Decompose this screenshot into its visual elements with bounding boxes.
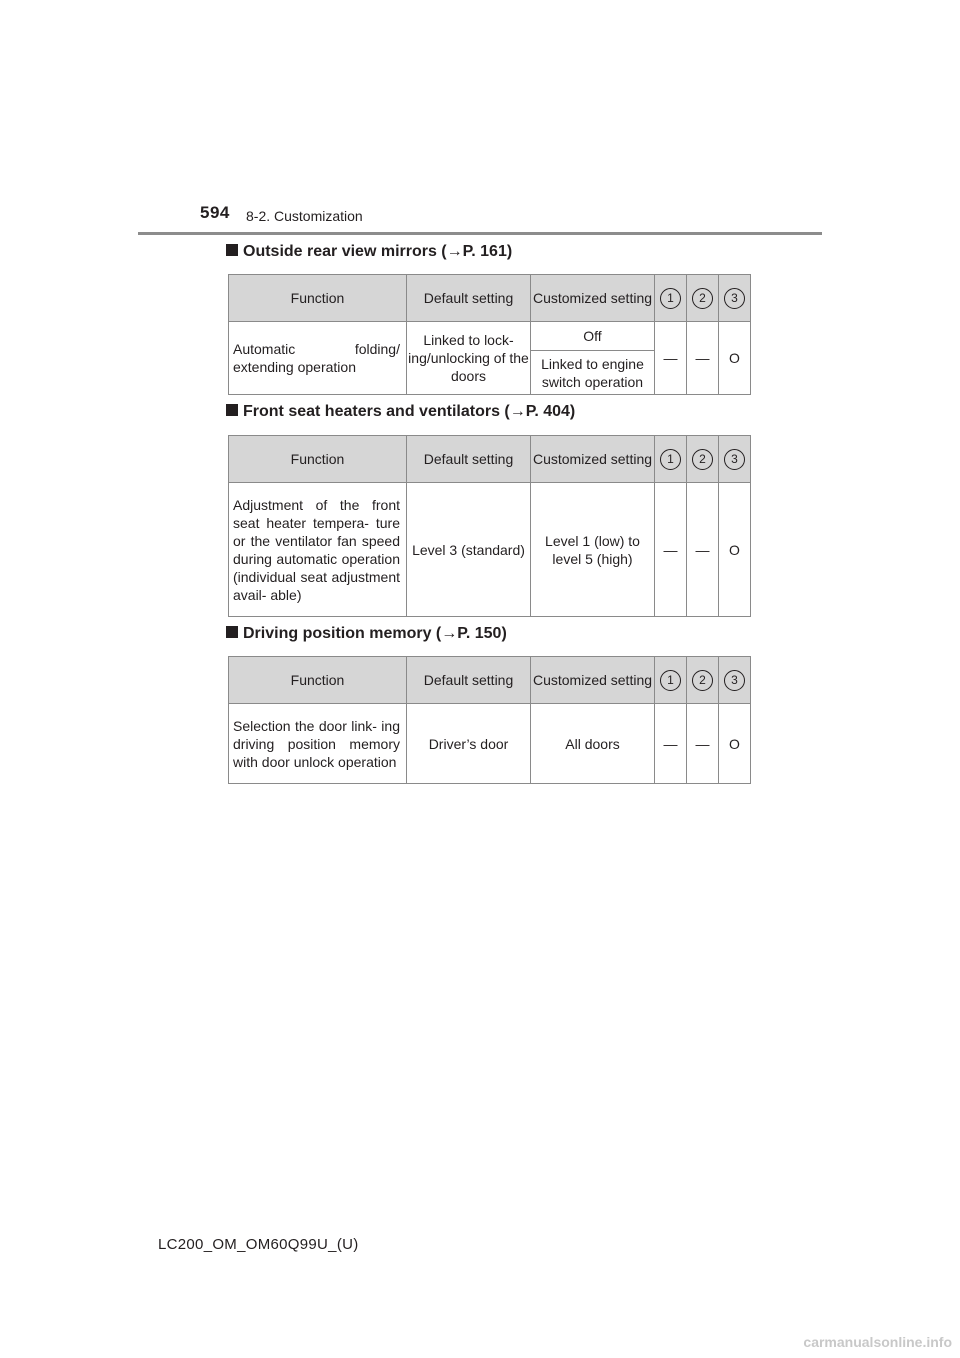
cell-col-3: O <box>719 704 751 784</box>
header-col-3 <box>719 275 751 322</box>
cell-default: Driver’s door <box>407 704 531 784</box>
cell-col-2: — <box>687 322 719 395</box>
cell-default: Linked to lock- ing/unlocking of the doors <box>407 322 531 395</box>
cell-col-1: — <box>655 322 687 395</box>
circled-one-icon: 1 <box>660 449 681 470</box>
circled-three-icon: 3 <box>724 670 745 691</box>
cell-col-3: O <box>719 322 751 395</box>
header-col-1 <box>655 275 687 322</box>
section-title-seat-heaters: Front seat heaters and ventilators (→P. 404) <box>226 403 575 421</box>
cell-customized-engine: Linked to engine switch operation <box>531 351 655 395</box>
section-title-position-memory: Driving position memory (→P. 150) <box>226 625 507 643</box>
cell-col-1: — <box>655 704 687 784</box>
arrow-icon: → <box>446 243 463 260</box>
header-col-3 <box>719 436 751 483</box>
cell-default: Level 3 (standard) <box>407 483 531 617</box>
bullet-square-icon <box>226 244 238 256</box>
arrow-icon: → <box>441 625 458 642</box>
cell-function: Selection the door link- ing driving position memory with door unlock operation <box>229 704 407 784</box>
header-rule <box>138 232 822 235</box>
cell-col-2: — <box>687 704 719 784</box>
header-col-3 <box>719 657 751 704</box>
cell-function: Adjustment of the front seat heater tempera- ture or the ventilator fan speed during automatic operation (individual seat adjustment avail- able) <box>229 483 407 617</box>
cell-customized: All doors <box>531 704 655 784</box>
header-col-2 <box>687 275 719 322</box>
page-number: 594 <box>200 203 230 222</box>
header-col-2 <box>687 657 719 704</box>
arrow-icon: → <box>509 403 526 420</box>
cell-col-1: — <box>655 483 687 617</box>
bullet-square-icon <box>226 404 238 416</box>
footer-code: LC200_OM_OM60Q99U_(U) <box>158 1236 359 1253</box>
circled-three-icon: 3 <box>724 288 745 309</box>
seat-heaters-table <box>228 435 751 617</box>
bullet-square-icon <box>226 626 238 638</box>
cell-function: Automatic folding/ extending operation <box>229 322 407 395</box>
circled-one-icon: 1 <box>660 288 681 309</box>
header-function: Function <box>229 275 407 322</box>
circled-two-icon: 2 <box>692 449 713 470</box>
header-default-setting: Default setting <box>407 657 531 704</box>
cell-customized: Level 1 (low) to level 5 (high) <box>531 483 655 617</box>
watermark: carmanualsonline.info <box>803 1334 952 1350</box>
header-col-1 <box>655 436 687 483</box>
circled-one-icon: 1 <box>660 670 681 691</box>
position-memory-table <box>228 656 751 784</box>
cell-col-3: O <box>719 483 751 617</box>
header-function: Function <box>229 657 407 704</box>
mirrors-table <box>228 274 751 395</box>
section-title-mirrors: Outside rear view mirrors (→P. 161) <box>226 243 512 261</box>
header-function: Function <box>229 436 407 483</box>
header-customized-setting: Customized setting <box>531 657 655 704</box>
chapter-title: 8-2. Customization <box>246 208 363 224</box>
cell-customized-off: Off <box>531 322 655 351</box>
circled-two-icon: 2 <box>692 288 713 309</box>
header-default-setting: Default setting <box>407 436 531 483</box>
circled-two-icon: 2 <box>692 670 713 691</box>
header-customized-setting: Customized setting <box>531 275 655 322</box>
header-default-setting: Default setting <box>407 275 531 322</box>
header-customized-setting: Customized setting <box>531 436 655 483</box>
cell-col-2: — <box>687 483 719 617</box>
header-col-1 <box>655 657 687 704</box>
header-col-2 <box>687 436 719 483</box>
circled-three-icon: 3 <box>724 449 745 470</box>
